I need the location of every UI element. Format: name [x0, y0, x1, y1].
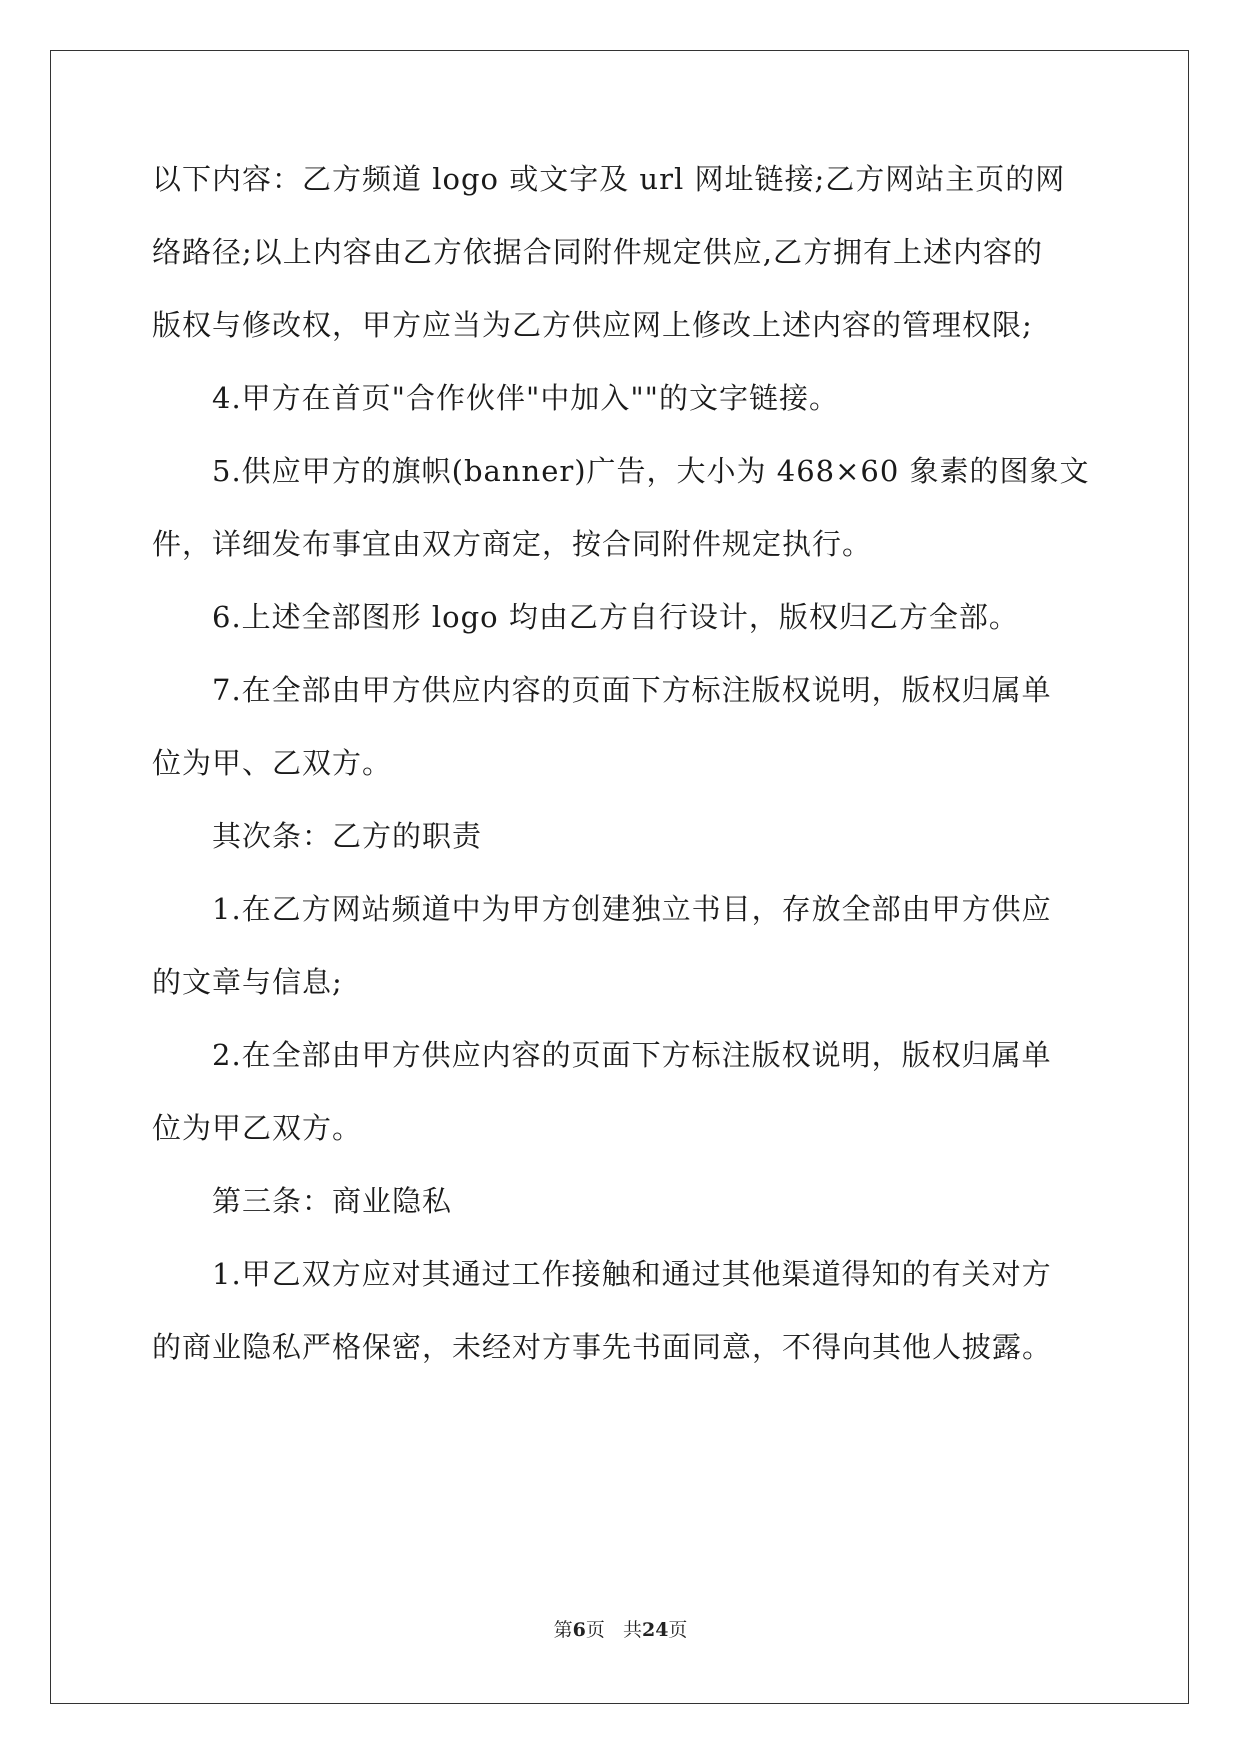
paragraph-line: 件，详细发布事宜由双方商定，按合同附件规定执行。: [152, 527, 873, 561]
footer-prefix: 第: [553, 1619, 573, 1641]
list-item-1: 1.甲乙双方应对其通过工作接触和通过其他渠道得知的有关对方: [212, 1257, 1052, 1291]
footer-total-word: 页: [668, 1619, 688, 1641]
list-item-7: 7.在全部由甲方供应内容的页面下方标注版权说明，版权归属单: [212, 673, 1052, 707]
section-heading: 其次条：乙方的职责: [212, 819, 483, 853]
paragraph-line: 的商业隐私严格保密，未经对方事先书面同意，不得向其他人披露。: [152, 1330, 1053, 1364]
page-border: [50, 50, 1189, 1704]
paragraph-line: 位为甲、乙双方。: [152, 746, 393, 780]
paragraph-line: 版权与修改权，甲方应当为乙方供应网上修改上述内容的管理权限;: [152, 308, 1033, 342]
paragraph-line: 位为甲乙双方。: [152, 1111, 363, 1145]
total-page-count: 24: [641, 1619, 669, 1641]
list-item-6: 6.上述全部图形 logo 均由乙方自行设计，版权归乙方全部。: [212, 600, 1019, 634]
paragraph-line: 的文章与信息;: [152, 965, 343, 999]
paragraph-line: 络路径;以上内容由乙方依据合同附件规定供应,乙方拥有上述内容的: [152, 235, 1043, 269]
list-item-1: 1.在乙方网站频道中为甲方创建独立书目，存放全部由甲方供应: [212, 892, 1052, 926]
paragraph-line: 以下内容：乙方频道 logo 或文字及 url 网址链接;乙方网站主页的网: [152, 162, 1066, 196]
list-item-4: 4.甲方在首页"合作伙伴"中加入""的文字链接。: [212, 381, 840, 415]
section-heading: 第三条：商业隐私: [212, 1184, 453, 1218]
current-page-number: 6: [572, 1619, 586, 1641]
list-item-5: 5.供应甲方的旗帜(banner)广告，大小为 468×60 象素的图象文: [212, 454, 1090, 488]
footer-page-word: 页: [585, 1619, 605, 1641]
footer-total-prefix: 共: [622, 1619, 642, 1641]
list-item-2: 2.在全部由甲方供应内容的页面下方标注版权说明，版权归属单: [212, 1038, 1052, 1072]
page-footer: [0, 1618, 1241, 1642]
